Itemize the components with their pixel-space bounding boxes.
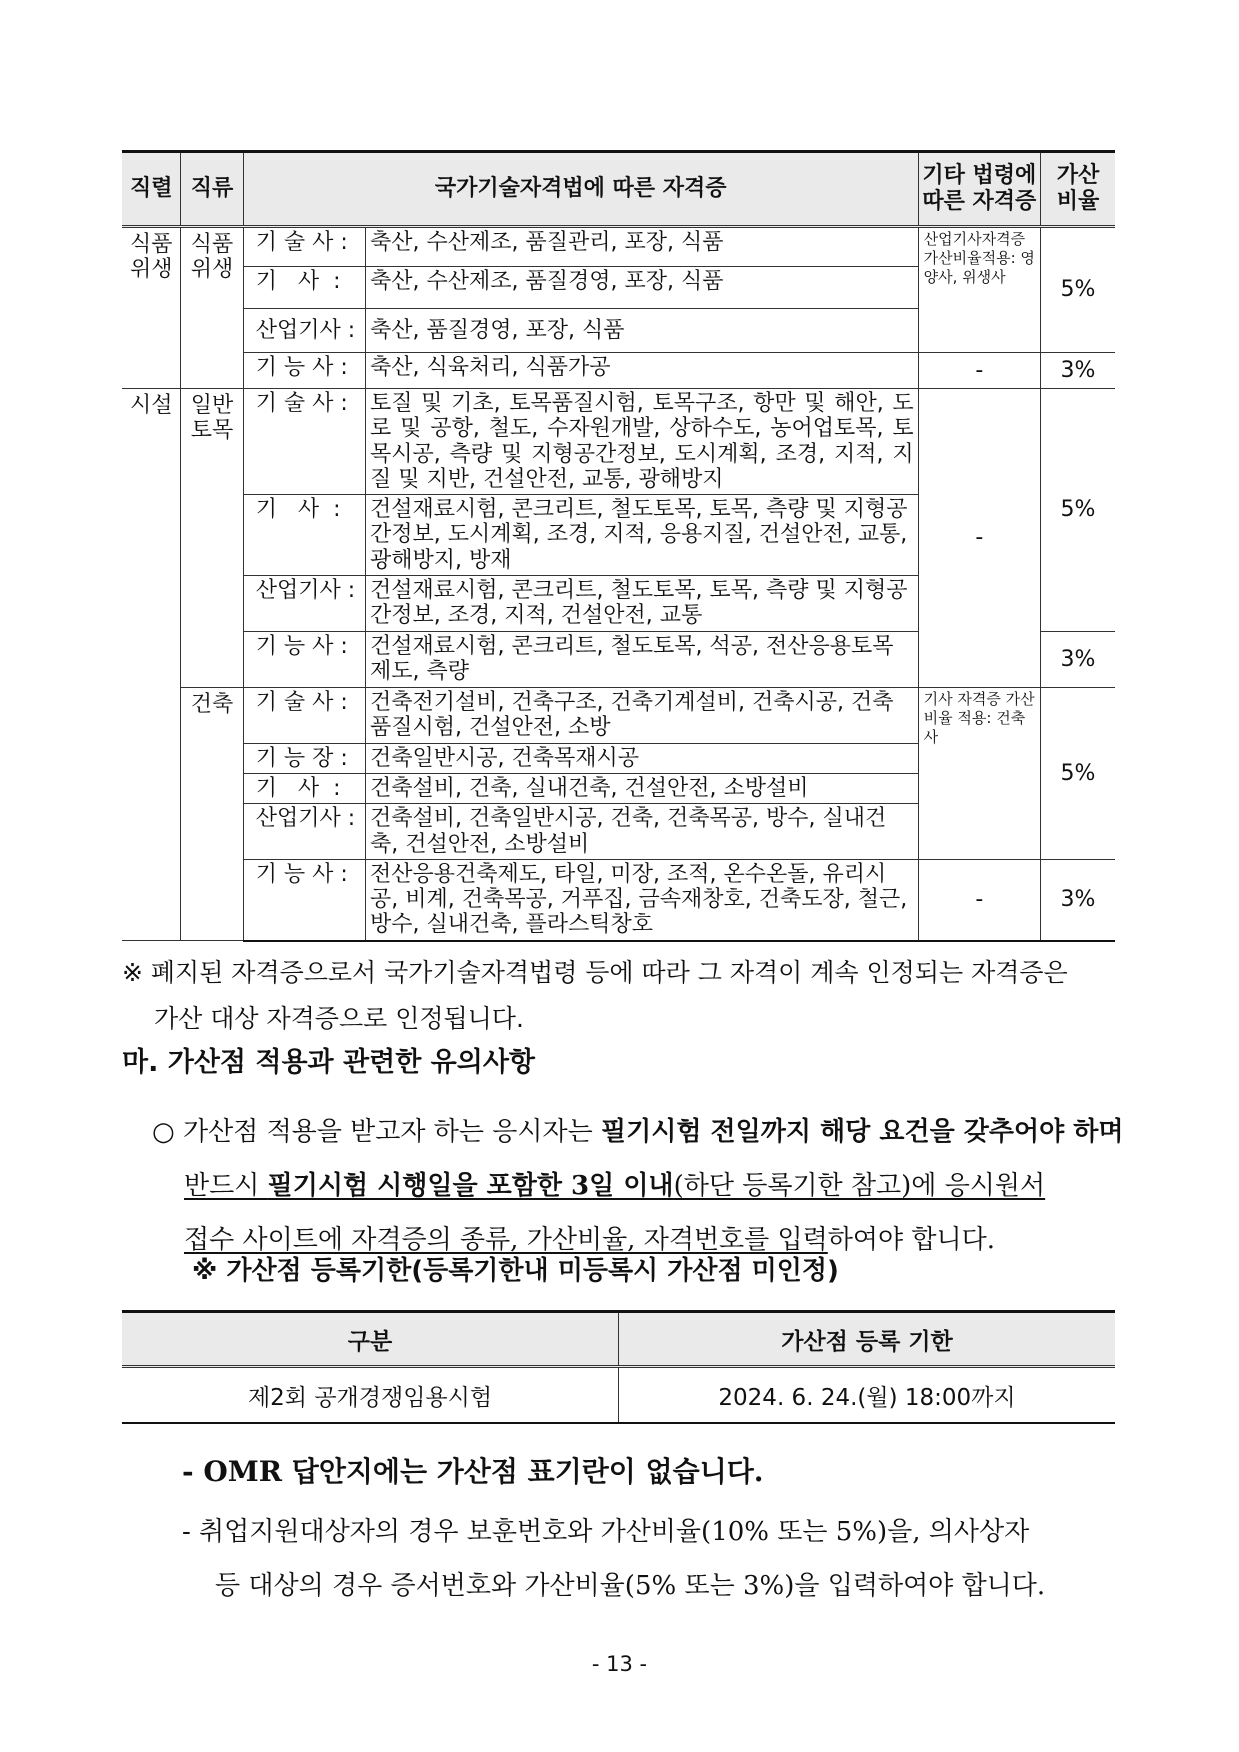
rate-cell: 5% bbox=[1040, 389, 1115, 632]
deadline-header-row bbox=[122, 1312, 1115, 1367]
fields-cell: 건축일반시공, 건축목재시공 bbox=[366, 743, 919, 773]
note-line: 가산 대상 자격증으로 인정됩니다. bbox=[154, 1004, 524, 1033]
fields-cell: 축산, 품질경영, 포장, 식품 bbox=[366, 309, 919, 353]
header-rate: 가산 비율 bbox=[1040, 152, 1115, 227]
page-number: - 13 - bbox=[591, 1652, 648, 1676]
entry-note bbox=[182, 1505, 1132, 1613]
series-food: 식품 위생 bbox=[122, 227, 181, 389]
entry-note-line: 등 대상의 경우 증서번호와 가산비율(5% 또는 3%)을 입력하여야 합니다. bbox=[215, 1571, 1046, 1601]
deadline-date: 2024. 6. 24.(월) 18:00까지 bbox=[619, 1367, 1116, 1424]
qualification-table bbox=[122, 150, 1115, 942]
header-national-qualification: 국가기술자격법에 따른 자격증 bbox=[243, 152, 918, 227]
header-class: 직류 bbox=[181, 152, 243, 227]
section-paragraph bbox=[152, 1105, 1132, 1267]
table-row bbox=[122, 859, 1115, 940]
rate-cell: 5% bbox=[1040, 688, 1115, 860]
level-cell: 기 능 사 : bbox=[243, 632, 365, 688]
fields-cell: 전산응용건축제도, 타일, 미장, 조적, 온수온돌, 유리시공, 비계, 건축목공, 거푸집, 금속재창호, 건축도장, 철근, 방수, 실내건축, 플라스틱창호 bbox=[366, 859, 919, 940]
paragraph-line: ○ 가산점 적용을 받고자 하는 응시자는 필기시험 전일까지 해당 요건을 갖추어야 하며 bbox=[152, 1117, 1124, 1147]
deadline-title: ※ 가산점 등록기한(등록기한내 미등록시 가산점 미인정) bbox=[192, 1256, 839, 1286]
level-cell: 기 사 : bbox=[243, 267, 365, 309]
level-cell: 기 능 사 : bbox=[243, 859, 365, 940]
rate-cell: 3% bbox=[1040, 353, 1115, 389]
fields-cell: 축산, 수산제조, 품질경영, 포장, 식품 bbox=[366, 267, 919, 309]
level-cell: 기 사 : bbox=[243, 773, 365, 803]
level-cell: 기 사 : bbox=[243, 495, 365, 576]
fields-cell: 축산, 수산제조, 품질관리, 포장, 식품 bbox=[366, 227, 919, 267]
rate-cell: 3% bbox=[1040, 859, 1115, 940]
fields-cell: 건축설비, 건축, 실내건축, 건설안전, 소방설비 bbox=[366, 773, 919, 803]
level-cell: 산업기사 : bbox=[243, 804, 365, 860]
note-line: ※ 폐지된 자격증으로서 국가기술자격법령 등에 따라 그 자격이 계속 인정되는 자격증은 bbox=[122, 958, 1068, 987]
other-law-arch: 기사 자격증 가산비율 적용: 건축사 bbox=[918, 688, 1040, 860]
class-arch: 건축 bbox=[181, 688, 243, 941]
class-civil: 일반 토목 bbox=[181, 389, 243, 688]
deadline-header-category: 구분 bbox=[122, 1312, 619, 1367]
class-food: 식품 위생 bbox=[181, 227, 243, 389]
other-law-dash: - bbox=[918, 859, 1040, 940]
section-heading: 마. 가산점 적용과 관련한 유의사항 bbox=[122, 1047, 536, 1078]
header-other-law: 기타 법령에 따른 자격증 bbox=[918, 152, 1040, 227]
omr-note: - OMR 답안지에는 가산점 표기란이 없습니다. bbox=[182, 1455, 764, 1488]
table-row bbox=[122, 227, 1115, 267]
table-row bbox=[122, 688, 1115, 744]
table-row bbox=[122, 389, 1115, 495]
table-header-row bbox=[122, 152, 1115, 227]
fields-cell: 건설재료시험, 콘크리트, 철도토목, 석공, 전산응용토목제도, 측량 bbox=[366, 632, 919, 688]
entry-note-line: - 취업지원대상자의 경우 보훈번호와 가산비율(10% 또는 5%)을, 의사상자 bbox=[182, 1517, 1030, 1547]
level-cell: 산업기사 : bbox=[243, 309, 365, 353]
fields-cell: 건설재료시험, 콘크리트, 철도토목, 토목, 측량 및 지형공간정보, 도시계획, 조경, 지적, 응용지질, 건설안전, 교통, 광해방지, 방재 bbox=[366, 495, 919, 576]
rate-cell: 5% bbox=[1040, 227, 1115, 353]
level-cell: 기 능 장 : bbox=[243, 743, 365, 773]
other-law-dash: - bbox=[918, 353, 1040, 389]
deadline-table bbox=[122, 1310, 1115, 1424]
level-cell: 산업기사 : bbox=[243, 576, 365, 632]
deadline-header-deadline: 가산점 등록 기한 bbox=[619, 1312, 1116, 1367]
other-law-food: 산업기사자격증 가산비율적용: 영양사, 위생사 bbox=[918, 227, 1040, 353]
table-row bbox=[122, 353, 1115, 389]
header-series: 직렬 bbox=[122, 152, 181, 227]
deadline-exam: 제2회 공개경쟁임용시험 bbox=[122, 1367, 619, 1424]
table-row bbox=[122, 1367, 1115, 1424]
series-facility: 시설 bbox=[122, 389, 181, 941]
fields-cell: 축산, 식육처리, 식품가공 bbox=[366, 353, 919, 389]
level-cell: 기 능 사 : bbox=[243, 353, 365, 389]
paragraph-line: 반드시 필기시험 시행일을 포함한 3일 이내(하단 등록기한 참고)에 응시원서 bbox=[184, 1171, 1046, 1201]
level-cell: 기 술 사 : bbox=[243, 688, 365, 744]
level-cell: 기 술 사 : bbox=[243, 227, 365, 267]
fields-cell: 토질 및 기초, 토목품질시험, 토목구조, 항만 및 해안, 도로 및 공항, 철도, 수자원개발, 상하수도, 농어업토목, 토목시공, 측량 및 지형공간정보, 도시계획, 조경, 지적, 지질 및 지반, 건설안전, 교통, 광해방지 bbox=[366, 389, 919, 495]
paragraph-line: 접수 사이트에 자격증의 종류, 가산비율, 자격번호를 입력하여야 합니다. bbox=[184, 1225, 996, 1255]
fields-cell: 건축전기설비, 건축구조, 건축기계설비, 건축시공, 건축품질시험, 건설안전, 소방 bbox=[366, 688, 919, 744]
level-cell: 기 술 사 : bbox=[243, 389, 365, 495]
rate-cell: 3% bbox=[1040, 632, 1115, 688]
fields-cell: 건설재료시험, 콘크리트, 철도토목, 토목, 측량 및 지형공간정보, 조경, 지적, 건설안전, 교통 bbox=[366, 576, 919, 632]
other-law-dash: - bbox=[918, 389, 1040, 688]
abolished-qualification-note bbox=[122, 950, 1122, 1042]
fields-cell: 건축설비, 건축일반시공, 건축, 건축목공, 방수, 실내건축, 건설안전, 소방설비 bbox=[366, 804, 919, 860]
